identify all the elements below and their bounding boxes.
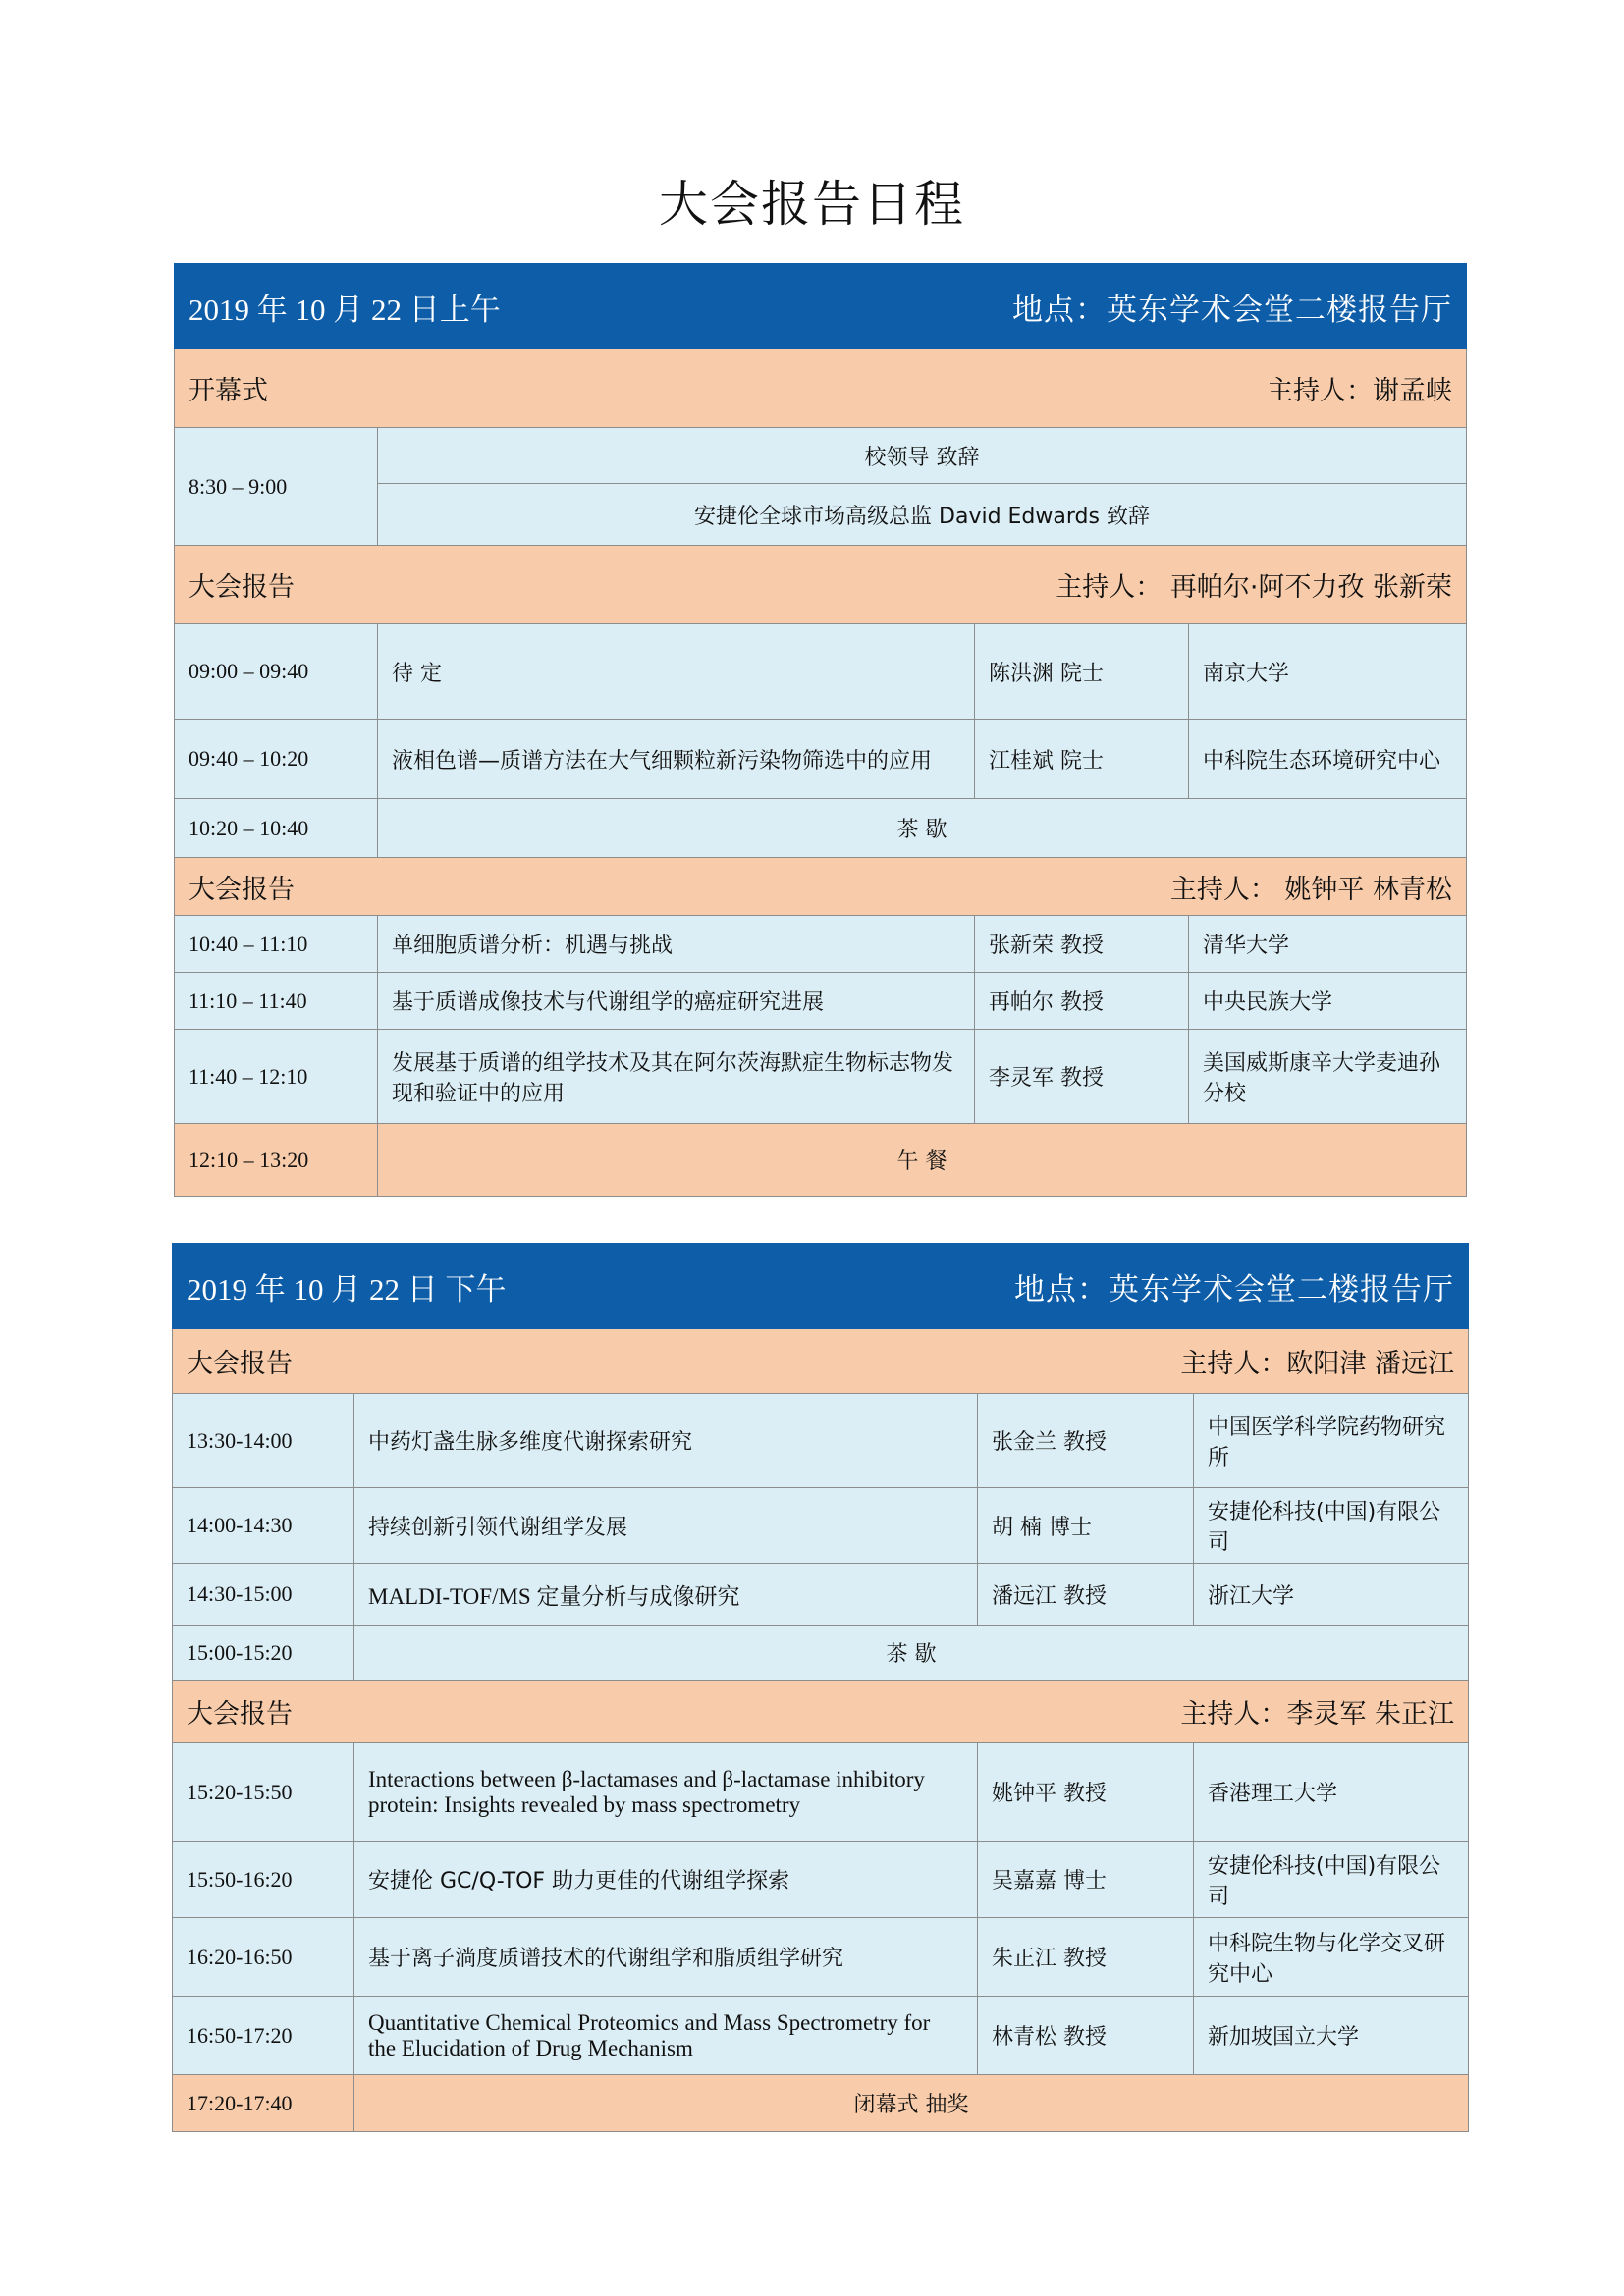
opening-item: 安捷伦全球市场高级总监 David Edwards 致辞	[378, 484, 1467, 546]
org-cell: 安捷伦科技(中国)有限公司	[1194, 1842, 1469, 1918]
session-location: 地点：英东学术会堂二楼报告厅	[1014, 1271, 1454, 1308]
date-header-row	[175, 264, 1467, 349]
break-row	[173, 1626, 1469, 1681]
time-cell: 14:30-15:00	[173, 1564, 354, 1626]
section-host: 主持人： 姚钟平 林青松	[1169, 874, 1452, 905]
section-header-row	[173, 1681, 1469, 1743]
topic-cell: 基于质谱成像技术与代谢组学的癌症研究进展	[378, 973, 975, 1030]
topic-cell: 安捷伦 GC/Q-TOF 助力更佳的代谢组学探索	[354, 1842, 978, 1918]
time-cell: 15:50-16:20	[173, 1842, 354, 1918]
org-cell: 美国威斯康辛大学麦迪孙分校	[1189, 1030, 1467, 1124]
break-row	[175, 799, 1467, 858]
talk-row	[175, 1030, 1467, 1124]
talk-row	[173, 1918, 1469, 1997]
session-date: 2019 年 10 月 22 日 下午	[187, 1271, 507, 1307]
time-cell: 16:50-17:20	[173, 1997, 354, 2075]
topic-cell: 中药灯盏生脉多维度代谢探索研究	[354, 1394, 978, 1488]
time-cell: 11:10 – 11:40	[175, 973, 378, 1030]
org-cell: 中科院生态环境研究中心	[1189, 720, 1467, 799]
topic-cell: 液相色谱—质谱方法在大气细颗粒新污染物筛选中的应用	[378, 720, 975, 799]
org-cell: 南京大学	[1189, 624, 1467, 720]
opening-item: 校领导 致辞	[378, 428, 1467, 484]
topic-cell: Quantitative Chemical Proteomics and Mass Spectrometry for the Elucidation of Drug Mechanism	[354, 1997, 978, 2075]
org-cell: 香港理工大学	[1194, 1743, 1469, 1842]
topic-cell: 待 定	[378, 624, 975, 720]
speaker-cell: 李灵军 教授	[975, 1030, 1189, 1124]
section-label: 大会报告	[189, 572, 295, 603]
speaker-cell: 江桂斌 院士	[975, 720, 1189, 799]
opening-row	[175, 428, 1467, 484]
time-cell: 10:40 – 11:10	[175, 916, 378, 973]
org-cell: 安捷伦科技(中国)有限公司	[1194, 1488, 1469, 1564]
speaker-cell: 潘远江 教授	[978, 1564, 1194, 1626]
talk-row	[173, 1842, 1469, 1918]
org-cell: 中央民族大学	[1189, 973, 1467, 1030]
topic-cell: 持续创新引领代谢组学发展	[354, 1488, 978, 1564]
time-cell: 09:00 – 09:40	[175, 624, 378, 720]
speaker-cell: 姚钟平 教授	[978, 1743, 1194, 1842]
talk-row	[175, 624, 1467, 720]
section-header-row	[175, 858, 1467, 916]
section-header-row	[175, 546, 1467, 624]
talk-row	[173, 1564, 1469, 1626]
speaker-cell: 陈洪渊 院士	[975, 624, 1189, 720]
speaker-cell: 张金兰 教授	[978, 1394, 1194, 1488]
speaker-cell: 胡 楠 博士	[978, 1488, 1194, 1564]
talk-row	[175, 973, 1467, 1030]
section-host: 主持人：李灵军 朱正江	[1180, 1699, 1454, 1730]
topic-cell: Interactions between β-lactamases and β-lactamase inhibitory protein: Insights revealed by mass spectrometry	[354, 1743, 978, 1842]
page-title: 大会报告日程	[659, 176, 965, 233]
time-cell: 09:40 – 10:20	[175, 720, 378, 799]
section-label: 大会报告	[187, 1699, 293, 1730]
topic-cell: 单细胞质谱分析：机遇与挑战	[378, 916, 975, 973]
topic-cell: 基于离子淌度质谱技术的代谢组学和脂质组学研究	[354, 1918, 978, 1997]
break-label: 闭幕式 抽奖	[354, 2075, 1469, 2132]
speaker-cell: 林青松 教授	[978, 1997, 1194, 2075]
time-cell: 17:20-17:40	[173, 2075, 354, 2132]
time-cell: 15:00-15:20	[173, 1626, 354, 1681]
org-cell: 中科院生物与化学交叉研究中心	[1194, 1918, 1469, 1997]
morning-schedule-table	[174, 263, 1467, 1197]
time-cell: 12:10 – 13:20	[175, 1124, 378, 1197]
time-cell: 10:20 – 10:40	[175, 799, 378, 858]
time-cell: 15:20-15:50	[173, 1743, 354, 1842]
org-cell: 中国医学科学院药物研究所	[1194, 1394, 1469, 1488]
time-cell: 13:30-14:00	[173, 1394, 354, 1488]
time-cell: 14:00-14:30	[173, 1488, 354, 1564]
break-label: 茶 歇	[378, 799, 1467, 858]
time-cell: 8:30 – 9:00	[175, 428, 378, 546]
org-cell: 清华大学	[1189, 916, 1467, 973]
date-header-row	[173, 1244, 1469, 1329]
org-cell: 浙江大学	[1194, 1564, 1469, 1626]
section-label: 大会报告	[187, 1349, 293, 1379]
section-header-row	[173, 1329, 1469, 1394]
section-header-row	[175, 349, 1467, 428]
talk-row	[173, 1743, 1469, 1842]
section-host: 主持人：谢孟峡	[1267, 376, 1452, 406]
section-label: 开幕式	[189, 376, 268, 406]
section-host: 主持人：欧阳津 潘远江	[1180, 1349, 1454, 1379]
afternoon-schedule-table	[172, 1243, 1469, 2132]
topic-cell: MALDI-TOF/MS 定量分析与成像研究	[354, 1564, 978, 1626]
break-label: 午 餐	[378, 1124, 1467, 1197]
talk-row	[175, 916, 1467, 973]
talk-row	[175, 720, 1467, 799]
org-cell: 新加坡国立大学	[1194, 1997, 1469, 2075]
talk-row	[173, 1997, 1469, 2075]
break-row	[173, 2075, 1469, 2132]
time-cell: 16:20-16:50	[173, 1918, 354, 1997]
time-cell: 11:40 – 12:10	[175, 1030, 378, 1124]
session-location: 地点：英东学术会堂二楼报告厅	[1012, 292, 1452, 328]
speaker-cell: 张新荣 教授	[975, 916, 1189, 973]
talk-row	[173, 1488, 1469, 1564]
break-row	[175, 1124, 1467, 1197]
session-date: 2019 年 10 月 22 日上午	[189, 292, 501, 327]
speaker-cell: 吴嘉嘉 博士	[978, 1842, 1194, 1918]
section-host: 主持人： 再帕尔·阿不力孜 张新荣	[1056, 572, 1452, 603]
topic-cell: 发展基于质谱的组学技术及其在阿尔茨海默症生物标志物发现和验证中的应用	[378, 1030, 975, 1124]
speaker-cell: 朱正江 教授	[978, 1918, 1194, 1997]
section-label: 大会报告	[189, 874, 295, 905]
talk-row	[173, 1394, 1469, 1488]
break-label: 茶 歇	[354, 1626, 1469, 1681]
speaker-cell: 再帕尔 教授	[975, 973, 1189, 1030]
